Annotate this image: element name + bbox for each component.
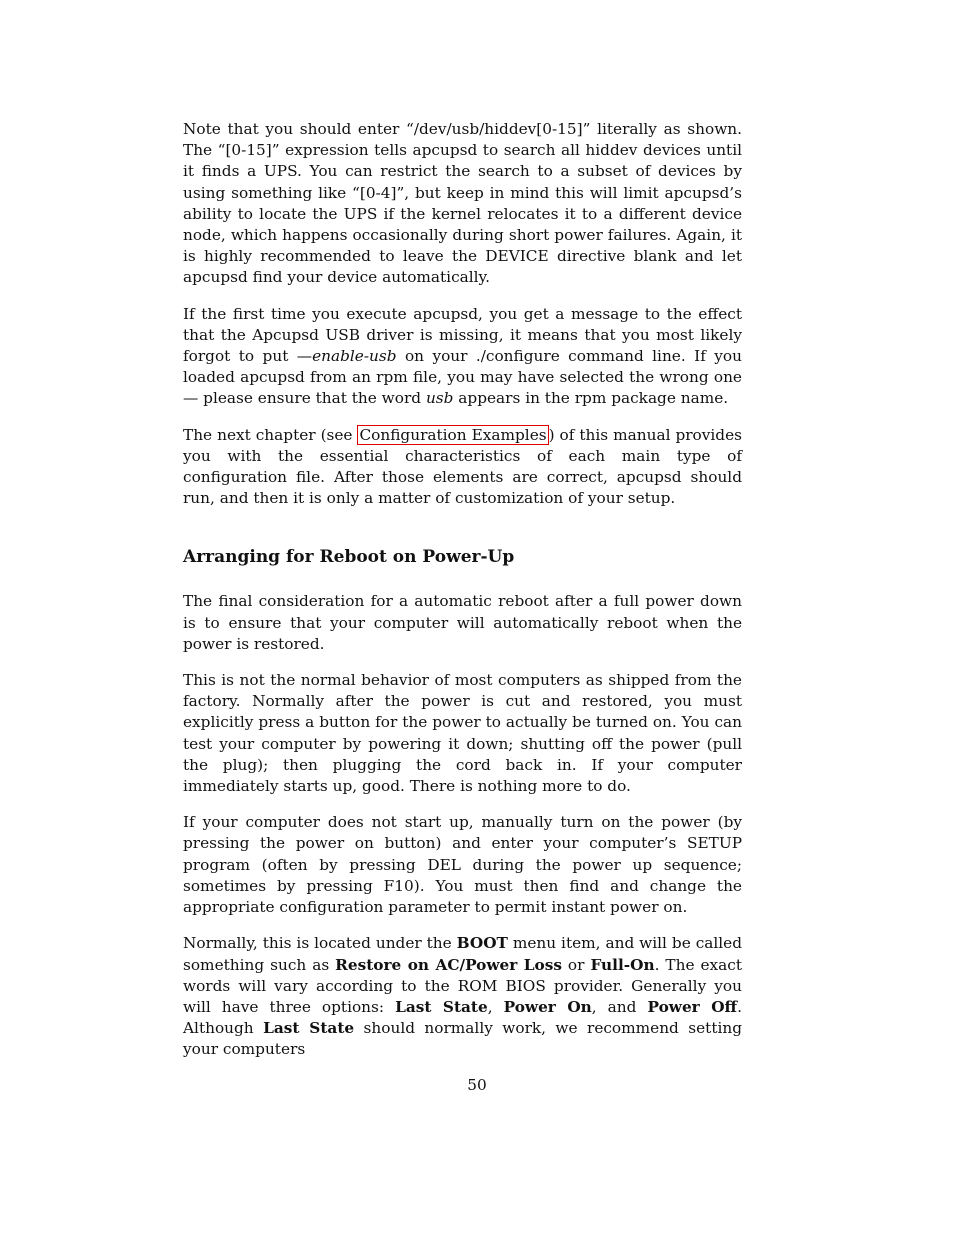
text-segment: . Although bbox=[183, 997, 742, 1038]
paragraph-boot-menu bbox=[183, 933, 742, 1060]
document-page bbox=[183, 119, 742, 1076]
text-segment: appears in the rpm package name. bbox=[453, 389, 729, 408]
paragraph-next-chapter bbox=[183, 425, 742, 510]
last-state-term: Last State bbox=[395, 997, 488, 1016]
configuration-examples-link[interactable]: Configuration Examples bbox=[359, 425, 547, 444]
paragraph-usb-driver-missing bbox=[183, 304, 742, 410]
text-segment: . The exact words will vary according to the ROM BIOS provider. Generally you will have three options: bbox=[183, 955, 742, 1016]
text-segment: Normally, this is located under the bbox=[183, 934, 457, 953]
boot-term: BOOT bbox=[456, 934, 508, 953]
text-segment: or bbox=[561, 955, 591, 974]
text-segment: The next chapter (see bbox=[183, 425, 358, 444]
configure-option: —enable-usb bbox=[296, 347, 397, 366]
paragraph-hiddev-note: Note that you should enter “/dev/usb/hiddev[0-15]” literally as shown. The “[0-15]” expression tells apcupsd to search all hiddev devices until it finds a UPS. You can restrict the search to a subset of devices by using something like “[0-4]”, but keep in mind this will limit apcupsd’s ability to locate the UPS if the kernel relocates it to a different device node, which happens occasionally during short power failures. Again, it is highly recommended to leave the DEVICE directive blank and let apcupsd find your device automatically. bbox=[183, 120, 742, 287]
text-segment: on your ./configure command line. If you loaded apcupsd from an rpm file, you may have selected the wrong one — please ensure that the word bbox=[183, 347, 742, 408]
paragraph-setup-program: If your computer does not start up, manually turn on the power (by pressing the power on button) and enter your computer’s SETUP program (often by pressing DEL during the power up sequence; sometimes by pressing F10). You must then find and change the appropriate configuration parameter to permit instant power on. bbox=[183, 813, 742, 917]
power-off-term: Power Off bbox=[647, 997, 738, 1016]
text-segment: ) of this manual provides you with the essential characteristics of each main type of configuration file. After those elements are correct, apcupsd should run, and then it is only a matter of customization of your setup. bbox=[183, 425, 742, 508]
usb-word: usb bbox=[425, 389, 454, 408]
text-segment: , and bbox=[591, 997, 648, 1016]
text-segment: should normally work, we recommend setting your computers bbox=[183, 1019, 743, 1059]
restore-term: Restore on AC/Power Loss bbox=[335, 955, 562, 974]
text-segment: menu item, and will be called something such as bbox=[183, 934, 743, 974]
last-state-term: Last State bbox=[263, 1019, 355, 1038]
power-on-term: Power On bbox=[503, 997, 592, 1016]
section-title: Arranging for Reboot on Power-Up bbox=[183, 547, 515, 568]
text-segment: , bbox=[487, 997, 504, 1016]
paragraph-normal-behavior: This is not the normal behavior of most computers as shipped from the factory. Normally after the power is cut and restored, you must explicitly press a button for the power to actually be turned on. You can test your computer by powering it down; shutting off the power (pull the plug); then plugging the cord back in. If your computer immediately starts up, good. There is nothing more to do. bbox=[183, 671, 742, 796]
page-number: 50 bbox=[467, 1076, 487, 1094]
paragraph-final-consideration: The final consideration for a automatic reboot after a full power down is to ensure that your computer will automatically reboot when the power is restored. bbox=[183, 592, 742, 653]
full-on-term: Full-On bbox=[590, 955, 655, 974]
text-segment: If the first time you execute apcupsd, you get a message to the effect that the Apcupsd USB driver is missing, it means that you most likely forgot to put bbox=[183, 304, 742, 366]
